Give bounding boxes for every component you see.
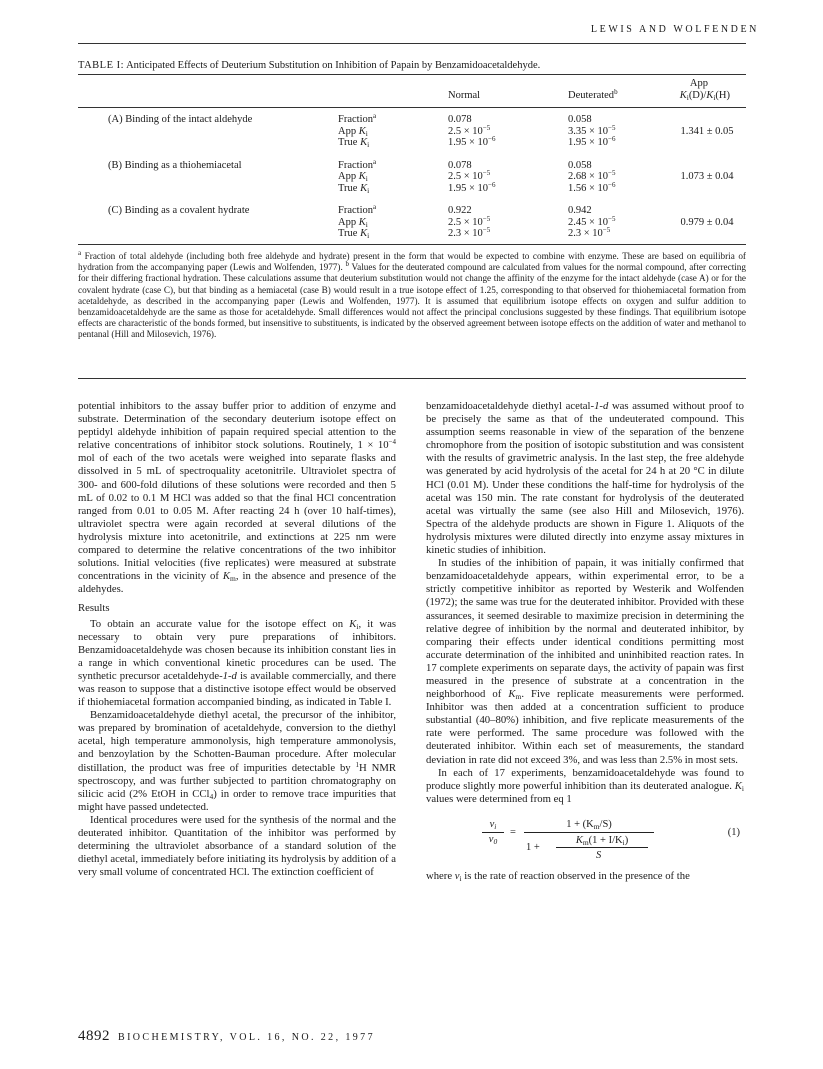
col-header-ratio: App $K_i(D)/K_i(H)$ bbox=[679, 78, 730, 102]
equation-1: $v_i$ $v_0$ = $1 + (K_m/S)$ 1 + $K_m(1 + I/K_i)$ S (1) bbox=[426, 814, 744, 864]
body-column-left bbox=[78, 400, 396, 879]
ratio-value: 0.979 ± 0.04 bbox=[680, 216, 734, 228]
paragraph: potential inhibitors to the assay buffer prior to addition of enzyme and substrate. Determination of the secondary deuterium isotope effect on peptidyl aldehyde inhibition of papain required special attention to the relative concentrations of inhibitor stock solutions. Routinely, $1 \times 10^{-4}$ mol of each of the two acetals were weighed into separate flasks and dissolved in 5 mL of spectroquality acetonitrile. Ultraviolet spectra of 300- and 600-fold dilutions of these solutions were recorded and then 5 mL of 0.02 to 0.1 M HCl was added so that the final HCl concentration ranged from 0.01 to 0.05 M. After reacting 24 h (over 10 half-times), ultraviolet spectra were again recorded at several dilutions of the hydrolysis mixture into acetonitrile, and extinctions at 225 nm were compared to determine the relative concentrations of the two inhibitor solutions. Initial velocities (five replicates) were measured at substrate concentrations in the vicinity of $K_m$, in the absence and presence of the aldehydes. bbox=[78, 400, 396, 596]
table-row bbox=[78, 114, 746, 149]
page-number: 4892 bbox=[78, 1028, 110, 1044]
table-caption bbox=[78, 60, 540, 71]
page-footer bbox=[78, 1028, 375, 1045]
paragraph: To obtain an accurate value for the isotope effect on $K_i$, it was necessary to obtain very pure preparations of inhibitors. Benzamidoacetaldehyde was chosen because its inhibition constant lies in a range in which conventional kinetic procedures can be used. The synthetic precursor acetaldehyde-1-d is available commercially, and there was reason to suppose that a distinctive isotope effect would be observed if thiohemiacetal formation accompanied binding, as indicated in Table I. bbox=[78, 617, 396, 709]
equation-lhs: $v_i$ $v_0$ bbox=[482, 818, 504, 847]
normal-values: 0.078 $2.5 \times 10^{-5}$ $1.95 \times 10^{-6}$ bbox=[448, 159, 496, 194]
deuterated-values: 0.058 $3.35 \times 10^{-5}$ $1.95 \times 10^{-6}$ bbox=[568, 114, 616, 148]
paragraph: Identical procedures were used for the synthesis of the normal and the deuterated inhibitor. Quantitation of the inhibitor was performed by determining the ultraviolet absorbance of a standard solution of the diethyl acetal, immediately before initiating its hydrolysis by addition of a very small volume of concentrated HCl. The extinction coefficient of bbox=[78, 813, 396, 879]
col-header-deuterated: Deuterated$^b$ bbox=[568, 87, 618, 101]
isotope-effects-table bbox=[78, 78, 746, 240]
table-footnote: $^a$ Fraction of total aldehyde (including both free aldehyde and hydrate) present in the form that would be expected to combine with enzyme. These are based on equilibria of hydration from the accompanying paper (Lewis and Wolfenden, 1977). $^b$ Values for the deuterated compound are calculated from values for the normal compound, after correcting for their differing fractional hydration. These calculations assume that deuterium substitution would not change the affinity of the enzyme for the intact aldehyde (case A) or for the covalent hydrate (case C), but that binding as a hemiacetal (case B) would result in a true isotope effect of 1.25, corresponding to that observed for thiohemiacetal formation from acetaldehyde, as described in the accompanying paper (Lewis and Wolfenden, 1977). It is assumed that equilibrium isotope effects on oxygen and sulfur addition to benzamidoacetaldehyde are the same as those for acetaldehyde. Small differences would not affect the principal conclusions suggested by these findings. That equilibrium isotope effects are characteristic of the bonds formed, but insensitive to substituents, is indicated by the observed agreement between isotope effects on the addition of water and methanol to pentanal (Hill and Milosevich, 1976). bbox=[78, 249, 746, 340]
col-header-normal: Normal bbox=[448, 89, 481, 101]
equation-number: (1) bbox=[727, 826, 740, 838]
normal-values: 0.078 $2.5 \times 10^{-5}$ $1.95 \times 10^{-6}$ bbox=[448, 114, 496, 148]
param-labels: Fraction$^a$ App $K_i$ True $K_i$ bbox=[338, 203, 377, 240]
results-heading: Results bbox=[78, 602, 110, 615]
table-caption-label: TABLE I: bbox=[78, 60, 125, 71]
table-row bbox=[78, 205, 746, 240]
table-bottom-rule bbox=[78, 244, 746, 245]
footnote-rule bbox=[78, 378, 746, 379]
param-labels: Fraction$^a$ App $K_i$ True $K_i$ bbox=[338, 112, 377, 149]
ratio-value: 1.073 ± 0.04 bbox=[680, 171, 734, 182]
paragraph: In studies of the inhibition of papain, it was initially confirmed that benzamidoacetaldehyde appears, within experimental error, to be a strictly competitive inhibitor as reported by Westerik and Wolfenden (1972); the same was true for the deuterated inhibitor. Provided with these assurances, it seemed desirable to maximize precision in determining the relative degree of inhibition by the normal and deuterated inhibitor, by comparing their effects under identical conditions permitting most accurate determination of the inhibited and uninhibited reaction rates. In 17 complete experiments on separate days, the activity of papain was first measured in the presence of substrate at a concentration in the neighborhood of $K_m$. Five replicate measurements were performed. Inhibitor was then added at a concentration sufficient to produce substantial (40–80%) inhibition, and five replicate measurements of the rate were performed. The same procedure was followed with the deuterated inhibitor. Within each set of measurements, the standard deviation in rate did not exceed 3%, and was less than 2.5% in most sets. bbox=[426, 557, 744, 766]
running-head: LEWIS AND WOLFENDEN bbox=[590, 24, 759, 35]
equation-rhs: $1 + (K_m/S)$ 1 + $K_m(1 + I/K_i)$ S bbox=[524, 818, 654, 863]
param-labels: Fraction$^a$ App $K_i$ True $K_i$ bbox=[338, 157, 377, 195]
case-label: (A) Binding of the intact aldehyde bbox=[108, 114, 253, 125]
header-rule bbox=[78, 43, 746, 44]
deuterated-values: 0.942 $2.45 \times 10^{-5}$ $2.3 \times 10^{-5}$ bbox=[568, 205, 616, 239]
table-top-rule bbox=[78, 74, 746, 75]
table-header-row bbox=[78, 78, 746, 103]
body-column-right bbox=[426, 400, 744, 883]
paragraph: Benzamidoacetaldehyde diethyl acetal, the precursor of the inhibitor, was prepared by bromination of acetaldehyde, conversion to the diethyl acetal, high temperature ammonolysis, high temperature ammonolysis, and benzoylation by the Schotten-Bauman procedure. After molecular distillation, the product was free of impurities detectable by $^1$H NMR spectroscopy, and was further subjected to partition chromatography on silicic acid (2% EtOH in CCl$_4$) in order to remove trace impurities that might have passed undetected. bbox=[78, 709, 397, 813]
case-label: (C) Binding as a covalent hydrate bbox=[108, 205, 250, 216]
table-row bbox=[78, 160, 746, 195]
deuterated-values: 0.058 $2.68 \times 10^{-5}$ $1.56 \times 10^{-6}$ bbox=[568, 159, 616, 194]
paragraph: In each of 17 experiments, benzamidoacetaldehyde was found to produce slightly more powerful inhibition than its deuterated analogue. $K_i$ values were determined from eq 1 bbox=[426, 766, 744, 805]
table-caption-text: Anticipated Effects of Deuterium Substitution on Inhibition of Papain by Benzamidoacetaldehyde. bbox=[124, 60, 541, 71]
journal-citation: BIOCHEMISTRY, VOL. 16, NO. 22, 1977 bbox=[118, 1032, 375, 1043]
ratio-value: 1.341 ± 0.05 bbox=[680, 125, 734, 137]
case-label: (B) Binding as a thiohemiacetal bbox=[108, 159, 242, 171]
paragraph: benzamidoacetaldehyde diethyl acetal-1-d was assumed without proof to be precisely the same as that of the undeuterated compound. This assumption seems reasonable in view of the separation of the benzene chromophore from the position of isotopic substitution and was consistent with the results of gravimetric analysis. In the last step, the free aldehyde was generated by acid hydrolysis of the acetal for 24 h at 20 °C in dilute HCl (0.01 M). Under these conditions the half-time for hydrolysis of the acetal was 150 min. The rate constant for hydrolysis of the deuterated acetal was virtually the same (see also Hill and Milosevich, 1976). Spectra of the aldehyde products are shown in Figure 1. Aliquots of the hydrolysis mixtures were diluted directly into enzyme assay mixtures in kinetic studies of inhibition. bbox=[426, 400, 744, 557]
normal-values: 0.922 $2.5 \times 10^{-5}$ $2.3 \times 10^{-5}$ bbox=[448, 205, 491, 239]
paragraph: where $v_i$ is the rate of reaction observed in the presence of the bbox=[426, 869, 690, 883]
